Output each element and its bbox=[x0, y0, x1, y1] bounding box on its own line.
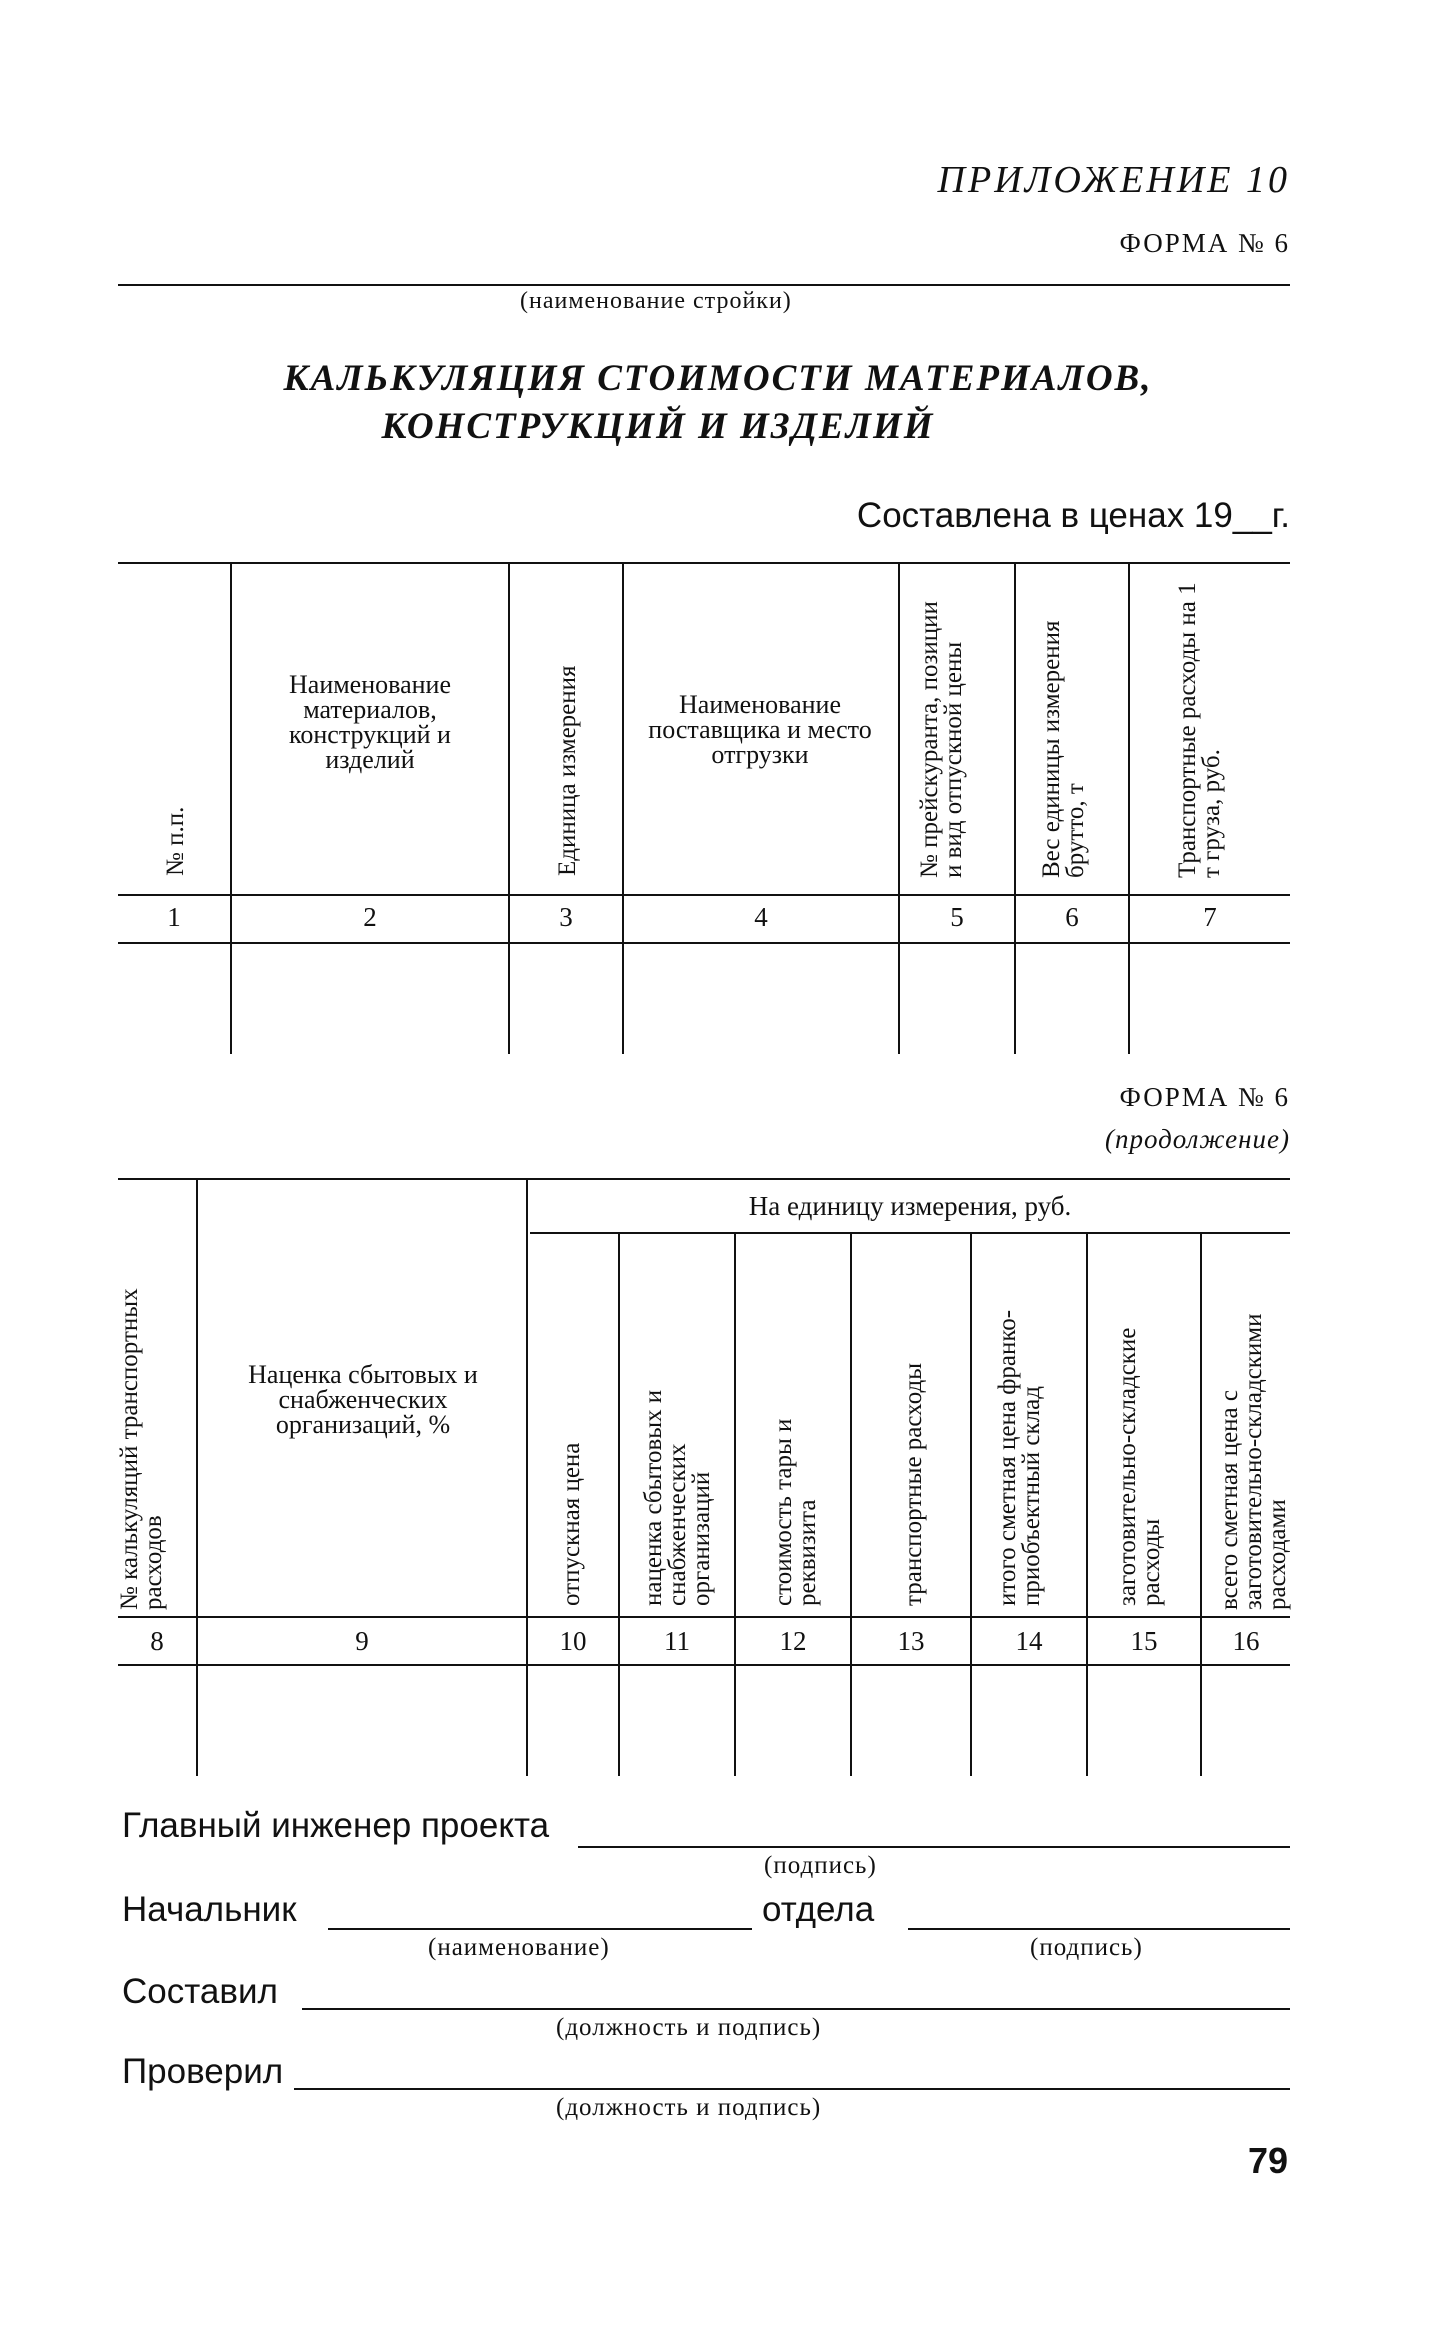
table2-divider bbox=[734, 1234, 736, 1776]
document-title-line1: КАЛЬКУЛЯЦИЯ СТОИМОСТИ МАТЕРИАЛОВ, bbox=[283, 358, 1153, 399]
table1-number-rule bbox=[118, 942, 1290, 944]
table1-divider bbox=[230, 564, 232, 1054]
appendix-label: ПРИЛОЖЕНИЕ 10 bbox=[937, 159, 1290, 201]
table2-col12-number: 12 bbox=[779, 1626, 807, 1656]
table2-col13-number: 13 bbox=[897, 1626, 925, 1656]
table1-col5-number: 5 bbox=[950, 902, 964, 932]
compiled-signature-caption: (должность и подпись) bbox=[556, 2014, 822, 2041]
document-title-line2: КОНСТРУКЦИЙ И ИЗДЕЛИЙ bbox=[381, 406, 935, 447]
table2-divider bbox=[618, 1234, 620, 1776]
table2-number-rule bbox=[118, 1664, 1290, 1666]
table2-divider bbox=[1086, 1234, 1088, 1776]
compiled-signature-line[interactable] bbox=[302, 2008, 1290, 2010]
table2-col15-header: заготовительно-складские расходы bbox=[1114, 1327, 1165, 1606]
table1-col3-number: 3 bbox=[559, 902, 573, 932]
department-name-line[interactable] bbox=[328, 1928, 752, 1930]
table2-col10-header: отпускная цена bbox=[558, 1442, 585, 1606]
table2-col9-number: 9 bbox=[355, 1626, 369, 1656]
table1-col7-number: 7 bbox=[1203, 902, 1217, 932]
table2-header-rule bbox=[118, 1616, 1290, 1618]
table2-col8-number: 8 bbox=[150, 1626, 164, 1656]
table1-divider bbox=[1128, 564, 1130, 1054]
table1-col6-header: Вес единицы измерения брутто, т bbox=[1038, 620, 1089, 878]
table1-col1-header: № п.п. bbox=[162, 806, 189, 876]
table1-col4-number: 4 bbox=[754, 902, 768, 932]
form-continuation-number: ФОРМА № 6 bbox=[1119, 1082, 1290, 1112]
checked-label: Проверил bbox=[122, 2052, 284, 2091]
table2-col11-header: наценка сбытовых и снабженческих организаций bbox=[640, 1389, 715, 1606]
table2-col12-header: стоимость тары и реквизита bbox=[770, 1418, 821, 1606]
table2-divider bbox=[970, 1234, 972, 1776]
table2-col15-number: 15 bbox=[1130, 1626, 1158, 1656]
head-signature-caption: (подпись) bbox=[1030, 1934, 1143, 1961]
table1-divider bbox=[1014, 564, 1016, 1054]
table1-divider bbox=[898, 564, 900, 1054]
table1-col2-number: 2 bbox=[363, 902, 377, 932]
table2-group-rule bbox=[530, 1232, 1290, 1234]
compiled-label: Составил bbox=[122, 1972, 278, 2011]
table2-col11-number: 11 bbox=[664, 1626, 690, 1656]
table2-divider bbox=[850, 1234, 852, 1776]
table1-divider bbox=[508, 564, 510, 1054]
chief-engineer-label: Главный инженер проекта bbox=[122, 1806, 550, 1845]
table2-col13-header: транспортные расходы bbox=[900, 1362, 927, 1606]
table2-col8-header: № калькуляций транспортных расходов bbox=[116, 1288, 167, 1610]
table2-col9-header: Наценка сбытовых и снабженческих организаций, % bbox=[248, 1360, 478, 1439]
table2-group-header: На единицу измерения, руб. bbox=[748, 1191, 1072, 1221]
prices-year-label: Составлена в ценах 19__г. bbox=[856, 496, 1290, 535]
table1-divider bbox=[622, 564, 624, 1054]
site-name-caption: (наименование стройки) bbox=[520, 288, 792, 314]
table2-col10-number: 10 bbox=[559, 1626, 587, 1656]
site-name-line bbox=[118, 284, 1290, 286]
head-signature-line[interactable] bbox=[908, 1928, 1290, 1930]
table1-col4-header: Наименование поставщика и место отгрузки bbox=[648, 690, 872, 769]
table2-divider bbox=[526, 1180, 528, 1776]
checked-signature-caption: (должность и подпись) bbox=[556, 2094, 822, 2121]
table2-col16-number: 16 bbox=[1232, 1626, 1260, 1656]
table1-col5-header: № прейскуранта, позиции и вид отпускной цены bbox=[916, 601, 967, 878]
table1-top-rule bbox=[118, 562, 1290, 564]
table1-col3-header: Единица измерения bbox=[554, 665, 581, 876]
table1-col7-header: Транспортные расходы на 1 т груза, руб. bbox=[1174, 582, 1225, 878]
page-number: 79 bbox=[1247, 2140, 1288, 2181]
form-continuation-label: (продолжение) bbox=[1104, 1124, 1290, 1154]
chief-engineer-signature-line[interactable] bbox=[578, 1846, 1290, 1848]
table2-col14-header: итого сметная цена франко-приобъектный склад bbox=[994, 1309, 1045, 1606]
table1-col6-number: 6 bbox=[1065, 902, 1079, 932]
table1-header-rule bbox=[118, 894, 1290, 896]
table2-col16-header: всего сметная цена с заготовительно-складскими расходами bbox=[1216, 1313, 1291, 1610]
table2-divider bbox=[196, 1180, 198, 1776]
department-name-caption: (наименование) bbox=[428, 1934, 610, 1961]
table2-col14-number: 14 bbox=[1015, 1626, 1043, 1656]
head-label: Начальник bbox=[122, 1890, 297, 1929]
checked-signature-line[interactable] bbox=[294, 2088, 1290, 2090]
table1-col1-number: 1 bbox=[167, 902, 181, 932]
chief-engineer-signature-caption: (подпись) bbox=[764, 1852, 877, 1879]
table1-col2-header: Наименование материалов, конструкций и изделий bbox=[289, 670, 451, 774]
table2-divider bbox=[1200, 1234, 1202, 1776]
table2-top-rule bbox=[118, 1178, 1290, 1180]
department-label: отдела bbox=[762, 1890, 875, 1929]
form-number: ФОРМА № 6 bbox=[1119, 228, 1290, 258]
